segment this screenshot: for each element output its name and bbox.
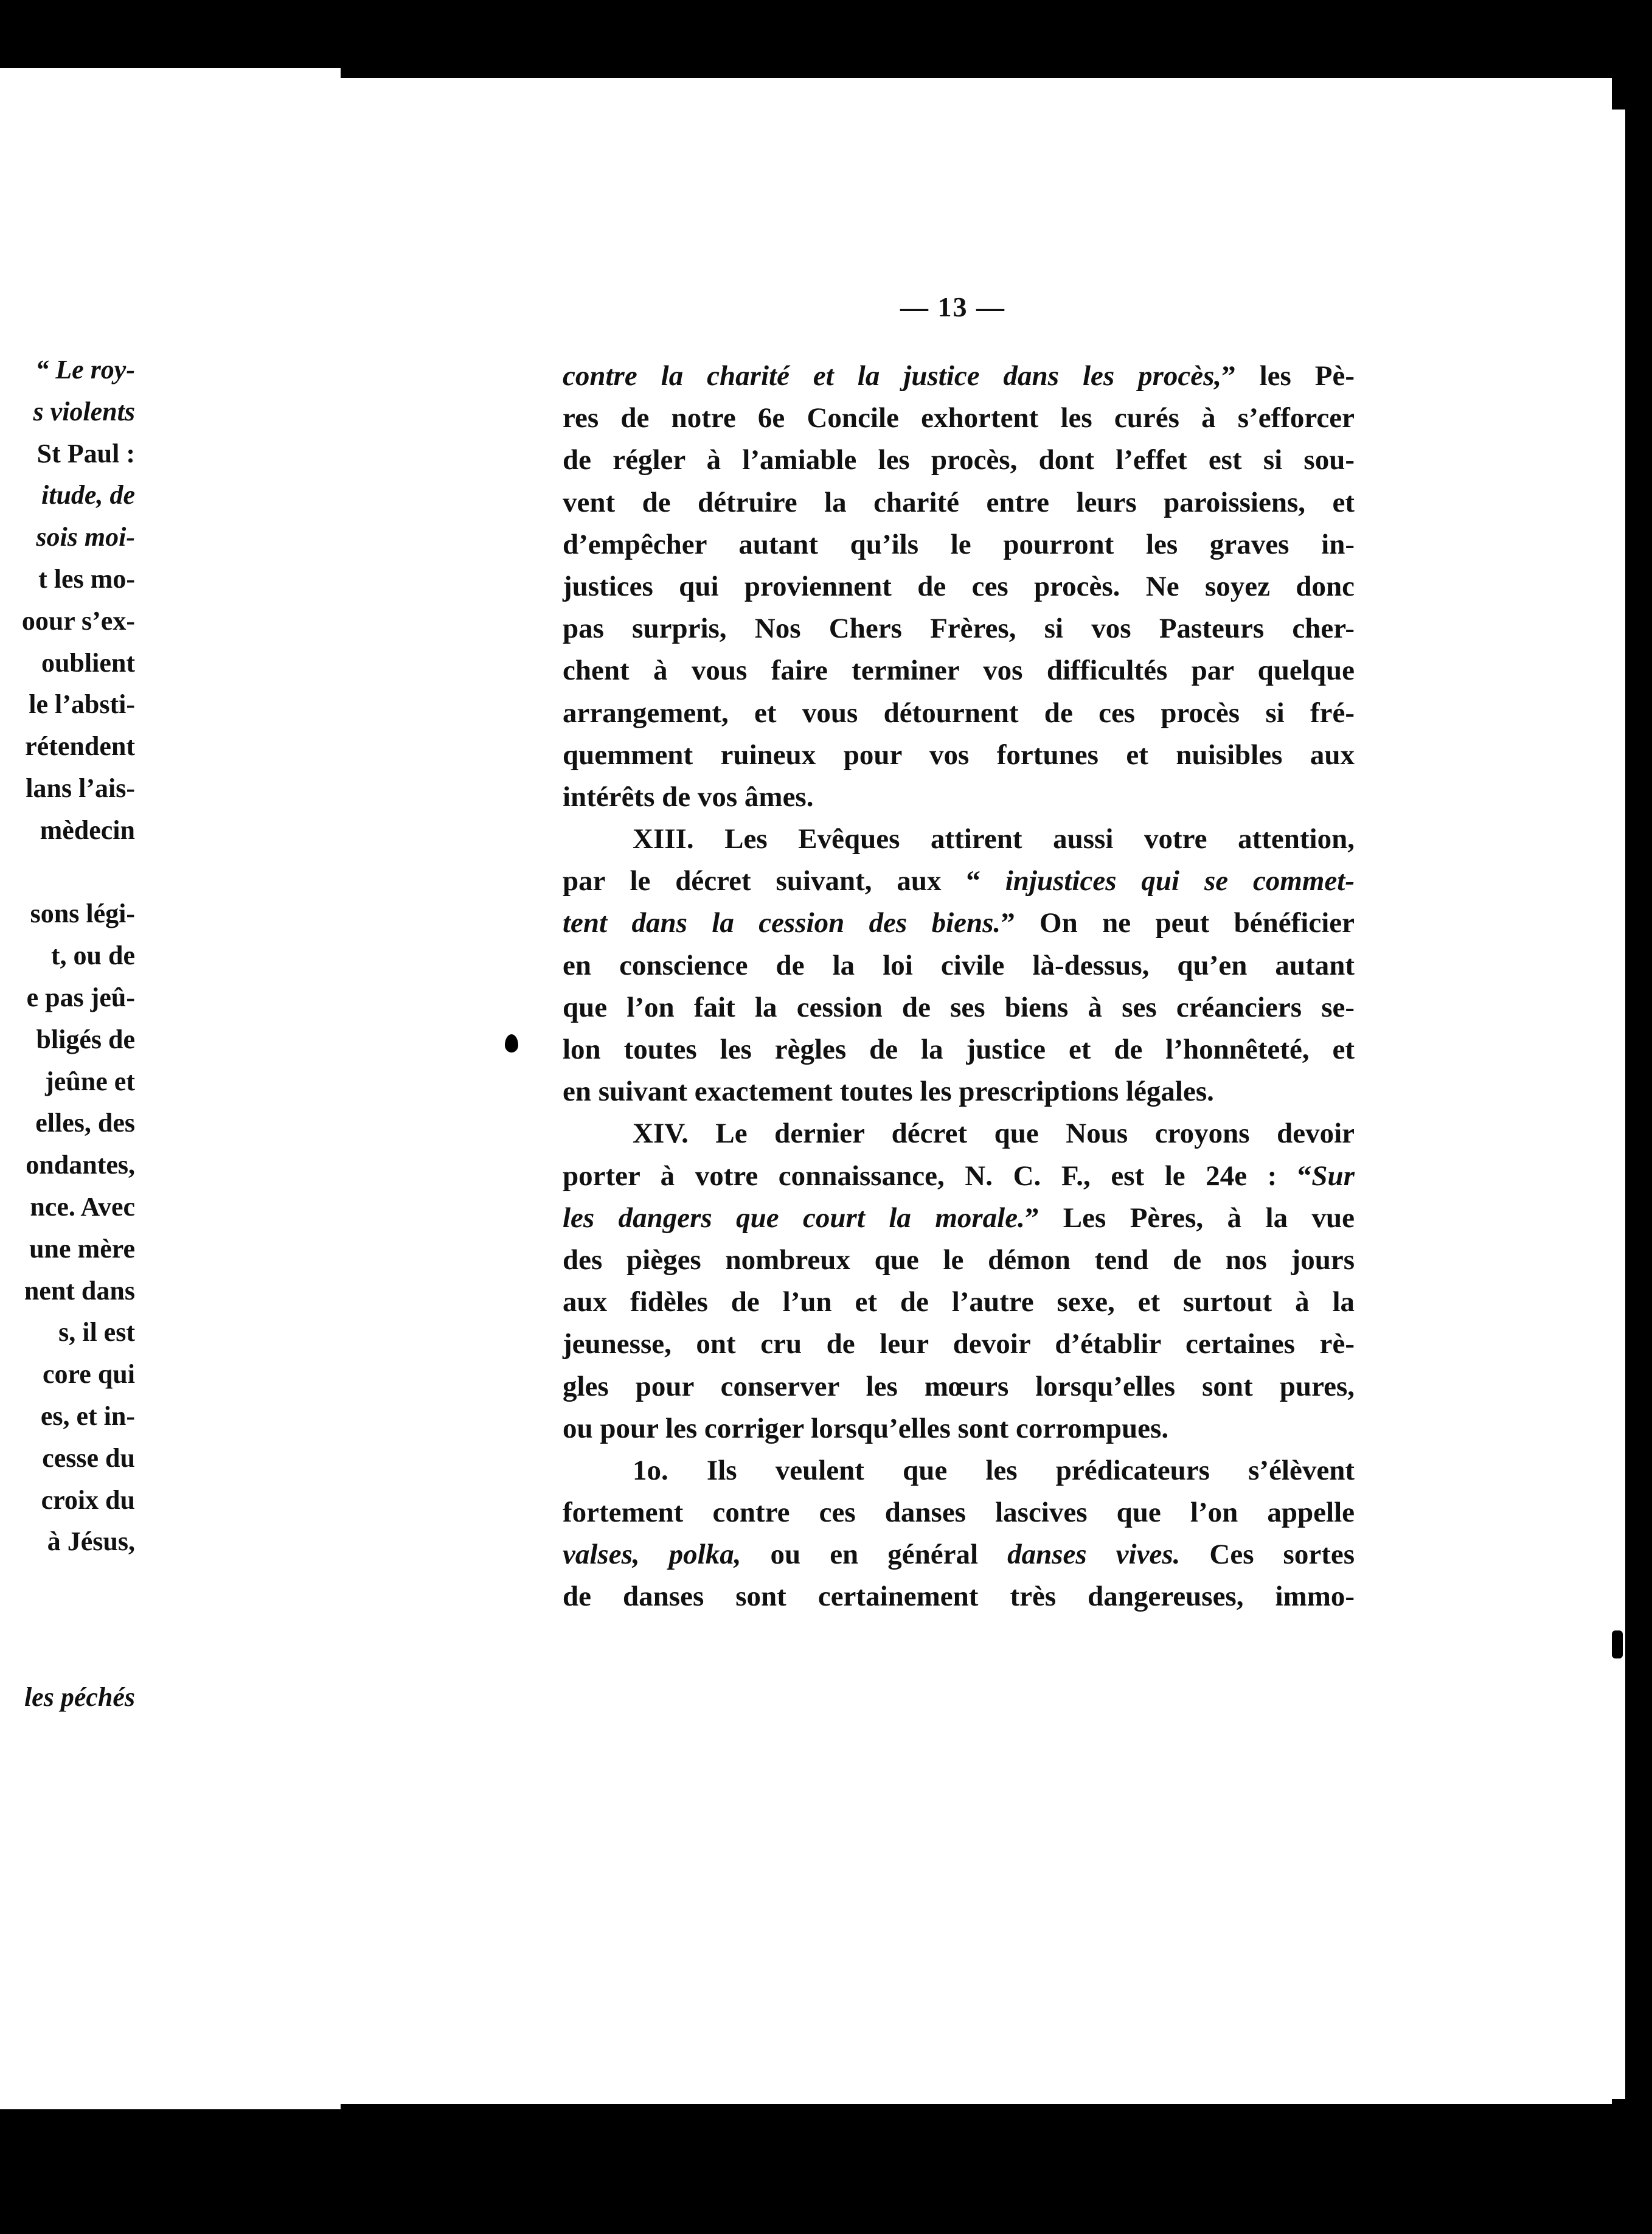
previous-page-line: elles, des (35, 1108, 135, 1138)
text-line (563, 650, 1355, 692)
text-run: ” Les Pères, à la vue (1024, 1202, 1355, 1234)
previous-page-line: oour s’ex- (21, 605, 135, 636)
previous-page-line: sois moi- (36, 522, 135, 552)
previous-page-line: e pas jeû- (26, 982, 135, 1012)
previous-page-line: sons légi- (30, 899, 135, 929)
text-line (563, 1408, 1355, 1450)
text-run: ” On ne peut bénéficier (1001, 907, 1355, 939)
previous-page-line: bligés de (36, 1024, 135, 1054)
previous-page-text (0, 349, 135, 1563)
text-run: jeunesse, ont cru de leur devoir d’établir certaines rè- (563, 1328, 1355, 1360)
text-run: de danses sont certainement très dangereuses, immo- (563, 1581, 1355, 1613)
text-line (563, 1155, 1355, 1197)
previous-page-line: es, et in- (40, 1401, 135, 1431)
text-line (563, 776, 1355, 818)
text-run: chent à vous faire terminer vos difficultés par quelque (563, 655, 1355, 687)
text-run: d’empêcher autant qu’ils le pourront les graves in- (563, 528, 1355, 560)
previous-page-last-line: les péchés (24, 1682, 135, 1712)
previous-page-line: “ Le roy- (35, 355, 135, 385)
text-line (563, 1323, 1355, 1365)
text-run: que l’on fait la cession de ses biens à ses créanciers se- (563, 991, 1355, 1023)
text-line (563, 1197, 1355, 1239)
previous-page-line: croix du (41, 1484, 135, 1515)
italic-text: danses vives. (1007, 1539, 1181, 1571)
text-line (563, 692, 1355, 734)
text-line (563, 566, 1355, 608)
text-run: justices qui proviennent de ces procès. Ne soyez donc (563, 570, 1355, 602)
text-line (563, 397, 1355, 439)
text-run: ou en général (741, 1539, 1008, 1571)
previous-page-line: nce. Avec (30, 1191, 135, 1222)
text-run: porter à votre connaissance, N. C. F., est le 24e : “ (563, 1160, 1312, 1192)
text-line (563, 524, 1355, 566)
italic-text: valses, polka, (563, 1539, 741, 1571)
text-line (563, 1113, 1355, 1155)
text-line (563, 1239, 1355, 1281)
text-run: intérêts de vos âmes. (563, 781, 814, 813)
page-gutter (341, 78, 354, 2104)
text-run: ” les Pè- (1221, 360, 1355, 392)
text-run: de régler à l’amiable les procès, dont l’effet est si sou- (563, 444, 1355, 476)
italic-text: injustices qui se commet- (1005, 865, 1355, 897)
previous-page-line: s, il est (58, 1317, 135, 1348)
text-line (563, 945, 1355, 987)
previous-page-line: le l’absti- (29, 689, 135, 720)
italic-text: contre la charité et la justice dans les procès, (563, 360, 1222, 392)
previous-page-line: s violents (33, 396, 135, 426)
italic-text: tent dans la cession des biens. (563, 907, 1001, 939)
text-run: par le décret suivant, aux “ (563, 865, 1005, 897)
text-line (563, 439, 1355, 481)
previous-page-line (0, 852, 135, 894)
previous-page-line: t les mo- (38, 563, 135, 594)
previous-page-line: itude, de (41, 480, 135, 510)
text-run: gles pour conserver les mœurs lorsqu’elles sont pures, (563, 1370, 1355, 1402)
text-line (563, 1576, 1355, 1618)
margin-ink-mark (505, 1034, 518, 1053)
text-run: quemment ruineux pour vos fortunes et nuisibles aux (563, 739, 1355, 771)
previous-page-line: à Jésus, (47, 1526, 135, 1557)
previous-page-line: nent dans (24, 1275, 135, 1306)
previous-page-line: ondantes, (26, 1150, 135, 1180)
text-run: XIII. Les Evêques attirent aussi votre attention, (633, 823, 1355, 855)
text-line (563, 734, 1355, 776)
italic-text: les dangers que court la morale. (563, 1202, 1025, 1234)
text-run: res de notre 6e Concile exhortent les curés à s’efforcer (563, 402, 1355, 434)
text-run: fortement contre ces danses lascives que l’on appelle (563, 1497, 1355, 1529)
text-line (563, 1534, 1355, 1576)
text-run: ou pour les corriger lorsqu’elles sont corrompues. (563, 1412, 1169, 1444)
text-line (563, 987, 1355, 1029)
previous-page-fragment (0, 68, 341, 2109)
previous-page-line: St Paul : (36, 438, 135, 468)
italic-text: Sur (1311, 1160, 1355, 1192)
previous-page-line: mèdecin (40, 815, 135, 845)
text-line (563, 1450, 1355, 1492)
previous-page-line: core qui (43, 1359, 135, 1390)
text-run: lon toutes les règles de la justice et de l’honnêteté, et (563, 1034, 1355, 1065)
text-run: arrangement, et vous détournent de ces procès si fré- (563, 697, 1355, 729)
previous-page-line: t, ou de (50, 941, 135, 971)
previous-page-line: rétendent (25, 731, 135, 762)
text-run: des pièges nombreux que le démon tend de nos jours (563, 1244, 1355, 1276)
body-text (563, 355, 1355, 1618)
text-run: en conscience de la loi civile là-dessus, qu’en autant (563, 949, 1355, 981)
edge-ink-mark (1612, 1630, 1623, 1658)
text-run: vent de détruire la charité entre leurs paroissiens, et (563, 486, 1355, 518)
text-run: pas surpris, Nos Chers Frères, si vos Pasteurs cher- (563, 613, 1355, 645)
text-line (563, 1366, 1355, 1408)
text-run: 1o. Ils veulent que les prédicateurs s’élèvent (633, 1454, 1355, 1486)
text-line (563, 860, 1355, 902)
text-line (563, 1071, 1355, 1113)
text-run: Ces sortes (1180, 1539, 1355, 1571)
previous-page-line: lans l’ais- (26, 773, 135, 803)
text-line (563, 1281, 1355, 1323)
previous-page-line: cesse du (42, 1442, 135, 1473)
text-line (563, 355, 1355, 397)
previous-page-line: une mère (29, 1233, 135, 1264)
text-line (563, 1029, 1355, 1071)
text-line (563, 902, 1355, 944)
previous-page-line: oublient (41, 647, 135, 678)
text-run: XIV. Le dernier décret que Nous croyons devoir (633, 1118, 1355, 1150)
text-line (563, 818, 1355, 860)
page-number: — 13 — (900, 291, 1005, 322)
text-line (563, 1492, 1355, 1534)
text-line (563, 482, 1355, 524)
text-line (563, 608, 1355, 650)
text-run: aux fidèles de l’un et de l’autre sexe, et surtout à la (563, 1286, 1355, 1318)
page-right-edge (1612, 110, 1625, 2099)
text-run: en suivant exactement toutes les prescriptions légales. (563, 1076, 1214, 1108)
previous-page-line: jeûne et (45, 1066, 135, 1096)
